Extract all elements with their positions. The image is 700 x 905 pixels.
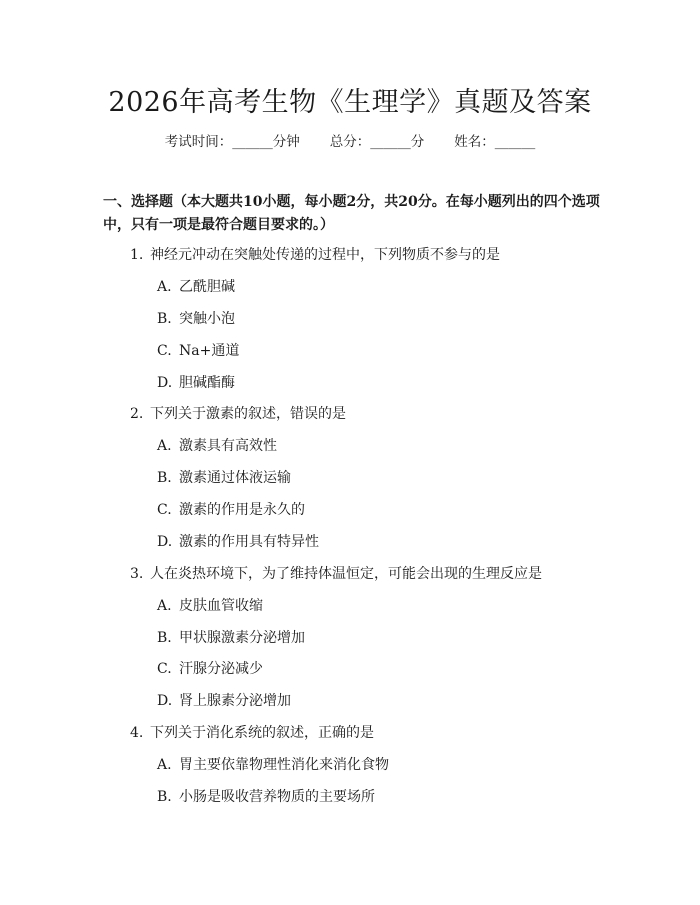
page-title: 2026年高考生物《生理学》真题及答案 [108, 87, 592, 118]
question-3-option-d [157, 690, 291, 710]
option-label: B. [157, 789, 172, 805]
option-text: 肾上腺素分泌增加 [179, 693, 291, 709]
option-text: 激素通过体液运输 [179, 470, 291, 486]
option-text: 甲状腺激素分泌增加 [179, 630, 305, 646]
option-text: 小肠是吸收营养物质的主要场所 [179, 789, 375, 805]
exam-time-field: 考试时间：______分钟 [164, 134, 300, 150]
option-label: A. [157, 757, 172, 773]
question-text: 下列关于激素的叙述，错误的是 [150, 406, 346, 422]
option-label: A. [157, 598, 172, 614]
question-3 [130, 563, 542, 583]
option-text: 胃主要依靠物理性消化来消化食物 [179, 757, 389, 773]
question-4 [130, 722, 374, 742]
option-label: B. [157, 470, 172, 486]
question-1-option-b [157, 308, 235, 328]
question-1 [130, 244, 500, 264]
option-label: B. [157, 311, 172, 327]
question-number: 3. [130, 566, 144, 582]
question-text: 神经元冲动在突触处传递的过程中，下列物质不参与的是 [150, 247, 500, 263]
question-text: 下列关于消化系统的叙述，正确的是 [150, 725, 374, 741]
question-4-option-a [157, 754, 389, 774]
question-3-option-b [157, 627, 305, 647]
option-text: 皮肤血管收缩 [179, 598, 263, 614]
option-text: 汗腺分泌减少 [179, 661, 263, 677]
option-label: A. [157, 279, 172, 295]
option-label: B. [157, 630, 172, 646]
option-label: D. [157, 693, 173, 709]
option-label: C. [157, 661, 172, 677]
question-number: 2. [130, 406, 144, 422]
option-label: A. [157, 438, 172, 454]
question-1-option-a [157, 276, 235, 296]
question-2-option-a [157, 435, 277, 455]
exam-meta-line [0, 130, 700, 150]
question-2-option-c [157, 499, 305, 519]
option-text: 胆碱酯酶 [179, 375, 235, 391]
question-2 [130, 403, 346, 423]
question-number: 4. [130, 725, 144, 741]
option-label: D. [157, 375, 173, 391]
option-text: 突触小泡 [179, 311, 235, 327]
option-label: C. [157, 502, 172, 518]
question-4-option-b [157, 786, 375, 806]
total-score-field: 总分：______分 [329, 134, 425, 150]
question-3-option-c [157, 658, 263, 678]
question-1-option-c [157, 340, 239, 360]
option-text: 激素的作用是永久的 [179, 502, 305, 518]
question-text: 人在炎热环境下，为了维持体温恒定，可能会出现的生理反应是 [150, 566, 542, 582]
option-text: 激素具有高效性 [179, 438, 277, 454]
student-name-field: 姓名：______ [454, 134, 536, 150]
question-2-option-d [157, 531, 319, 551]
option-label: D. [157, 534, 173, 550]
option-text: 激素的作用具有特异性 [179, 534, 319, 550]
option-label: C. [157, 343, 172, 359]
question-number: 1. [130, 247, 144, 263]
option-text: 乙酰胆碱 [179, 279, 235, 295]
section-heading: 一、选择题（本大题共10小题，每小题2分，共20分。在每小题列出的四个选项中，只有一项是最符合题目要求的。） [103, 194, 600, 233]
question-2-option-b [157, 467, 291, 487]
option-text: Na+通道 [179, 343, 240, 359]
question-3-option-a [157, 595, 263, 615]
question-1-option-d [157, 372, 235, 392]
